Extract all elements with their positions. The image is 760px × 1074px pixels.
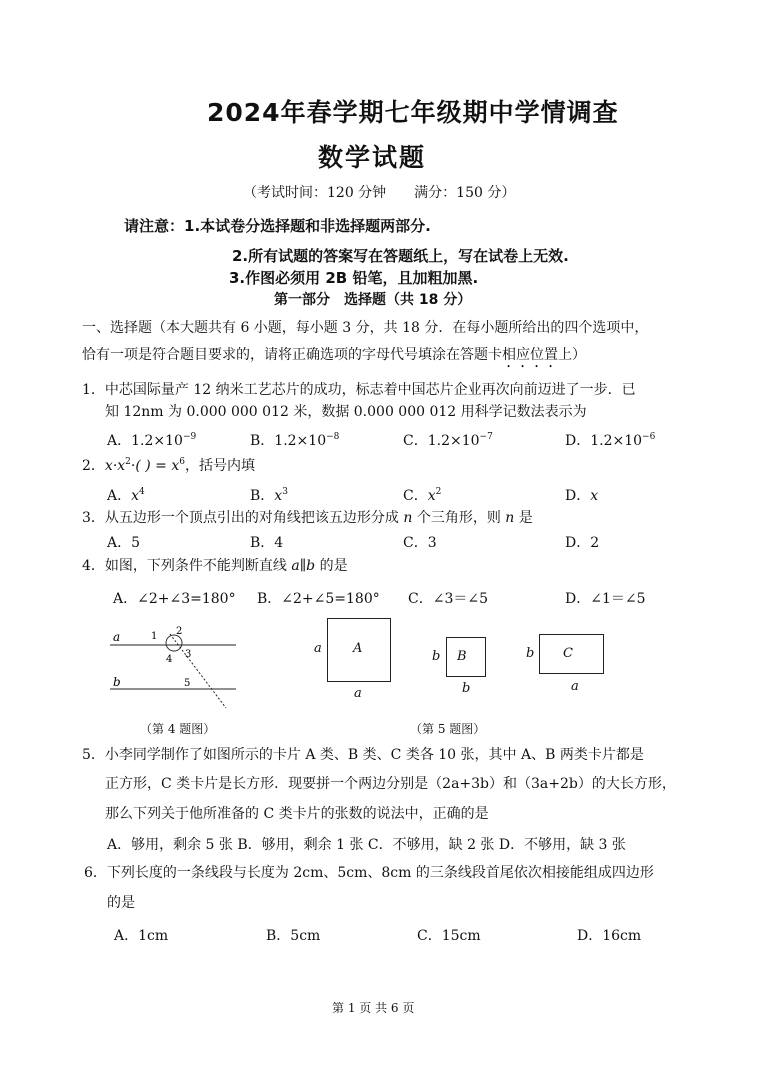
q4-option-d: D．∠1＝∠5 bbox=[565, 591, 646, 607]
q1-option-d: D．$1.2\times 10^{-6}$ bbox=[565, 432, 656, 449]
subject-title: 数学试题 bbox=[318, 143, 427, 172]
fig5-caption: （第 5 题图） bbox=[410, 722, 486, 736]
q1-line2: 知 12nm 为 0.000 000 012 米，数据 0.000 000 012 用科学记数法表示为 bbox=[105, 404, 587, 420]
card-b-side-label: b bbox=[432, 649, 441, 664]
page-footer: 第 1 页 共 6 页 bbox=[332, 1001, 415, 1015]
card-a-bottom-label: a bbox=[354, 686, 362, 701]
q2-option-c: C．$x^2$ bbox=[403, 487, 442, 504]
q3-option-c: C．3 bbox=[403, 535, 437, 551]
q6-option-a: A．1cm bbox=[114, 928, 169, 944]
part1-intro-line2: 恰有一项是符合题目要求的，请将正确选项的字母代号填涂在答题卡相应位置上） bbox=[82, 347, 586, 363]
q4-option-a: A．∠2+∠3=180° bbox=[113, 591, 236, 607]
q1-option-b: B．$1.2\times 10^{-8}$ bbox=[250, 432, 340, 449]
notes-item-3: 3.作图必须用 2B 铅笔，且加粗加黑. bbox=[229, 269, 479, 287]
q4-line: 4．如图，下列条件不能判断直线 a∥b 的是 bbox=[82, 558, 348, 574]
angle-label-1: 1 bbox=[151, 631, 158, 642]
q5-line1: 5．小李同学制作了如图所示的卡片 A 类、B 类、C 类各 10 张，其中 A、B 两类卡片都是 bbox=[82, 747, 644, 763]
card-c-name: C bbox=[563, 646, 573, 661]
q1-option-a: A．$1.2\times 10^{-9}$ bbox=[107, 432, 197, 449]
q4-option-b: B．∠2+∠5=180° bbox=[257, 591, 380, 607]
card-c-bottom-label: a bbox=[571, 679, 579, 694]
fig4-diagram bbox=[108, 620, 248, 715]
angle-label-5: 5 bbox=[184, 678, 191, 689]
angle-label-3: 3 bbox=[185, 649, 192, 660]
q6-line1: 6．下列长度的一条线段与长度为 2cm、5cm、8cm 的三条线段首尾依次相接能组成四边形 bbox=[84, 865, 654, 881]
q5-options: A．够用，剩余 5 张 B．够用，剩余 1 张 C．不够用，缺 2 张 D．不够用，缺 3 张 bbox=[107, 837, 626, 853]
q1-line1: 1．中芯国际量产 12 纳米工艺芯片的成功，标志着中国芯片企业再次向前迈进了一步．已 bbox=[82, 382, 636, 398]
q5-line2: 正方形，C 类卡片是长方形．现要拼一个两边分别是（2a+3b）和（3a+2b）的大长方形， bbox=[105, 776, 676, 792]
card-b-bottom-label: b bbox=[462, 681, 471, 696]
label-b: b bbox=[113, 675, 121, 689]
q3-option-a: A．5 bbox=[107, 535, 141, 551]
card-a-side-label: a bbox=[314, 641, 322, 656]
q6-option-c: C．15cm bbox=[417, 928, 481, 944]
notes-item-2: 2.所有试题的答案写在答题纸上，写在试卷上无效. bbox=[232, 247, 569, 265]
fig4-caption: （第 4 题图） bbox=[140, 722, 216, 736]
angle-circle bbox=[166, 635, 182, 651]
q6-option-d: D．16cm bbox=[577, 928, 642, 944]
part1-intro-line1: 一、选择题（本大题共有 6 小题，每小题 3 分，共 18 分．在每小题所给出的四个选项中， bbox=[82, 320, 649, 336]
exam-info: （考试时间：120 分钟 满分：150 分） bbox=[243, 185, 516, 201]
exam-title: 2024年春学期七年级期中学情调查 bbox=[207, 98, 619, 127]
q2-line: 2．$x\cdot x^2\cdot$( ) = $x^6$，括号内填 bbox=[82, 457, 255, 474]
angle-label-2: 2 bbox=[176, 626, 183, 637]
q2-option-a: A．$x^4$ bbox=[107, 487, 145, 504]
angle-label-4: 4 bbox=[166, 654, 173, 665]
label-a: a bbox=[113, 630, 121, 644]
q4-option-c: C．∠3＝∠5 bbox=[408, 591, 488, 607]
q2-option-b: B．$x^3$ bbox=[250, 487, 288, 504]
q3-line: 3．从五边形一个顶点引出的对角线把该五边形分成 n 个三角形，则 n 是 bbox=[82, 510, 533, 526]
q1-option-c: C．$1.2\times 10^{-7}$ bbox=[403, 432, 493, 449]
q5-line3: 那么下列关于他所准备的 C 类卡片的张数的说法中，正确的是 bbox=[105, 806, 489, 822]
card-a-name: A bbox=[353, 641, 363, 656]
q3-option-d: D．2 bbox=[565, 535, 600, 551]
card-c-side-label: b bbox=[526, 646, 535, 661]
q6-option-b: B．5cm bbox=[266, 928, 321, 944]
card-b-name: B bbox=[457, 649, 467, 664]
q3-option-b: B．4 bbox=[250, 535, 284, 551]
q6-line2: 的是 bbox=[107, 895, 135, 911]
part1-heading: 第一部分 选择题（共 18 分） bbox=[274, 292, 472, 308]
q2-option-d: D．x bbox=[565, 488, 599, 504]
notes-item-1: 请注意：1.本试卷分选择题和非选择题两部分. bbox=[124, 217, 431, 235]
